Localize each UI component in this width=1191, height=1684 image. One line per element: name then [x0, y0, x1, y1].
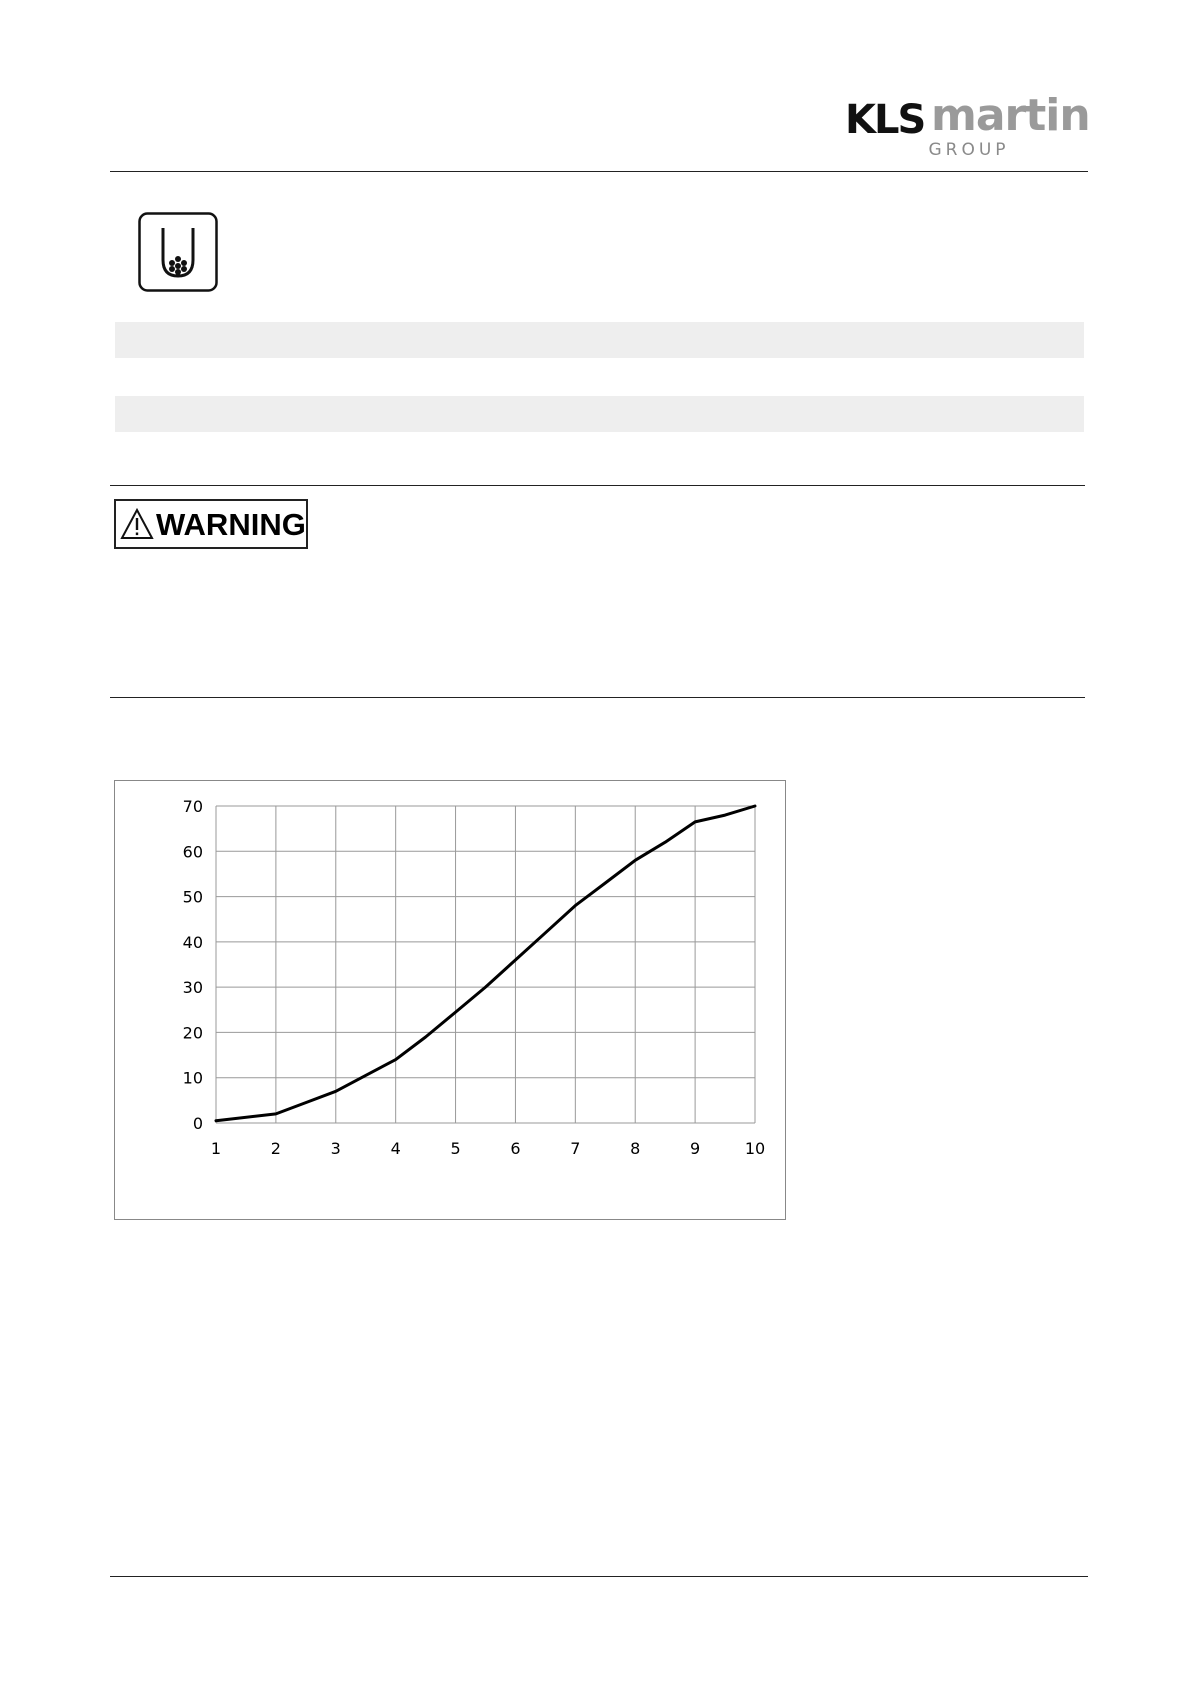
x-tick-label: 9 [690, 1139, 701, 1158]
sterilization-container-icon [138, 212, 218, 292]
chart-frame [114, 780, 786, 1220]
warning-text: WARNING [156, 506, 306, 542]
y-tick-label: 20 [182, 1023, 203, 1043]
section-divider-bottom [110, 697, 1085, 698]
y-tick-label: 60 [182, 842, 203, 862]
x-tick-label: 1 [210, 1139, 222, 1158]
warning-triangle-icon [120, 507, 154, 541]
y-tick-label: 10 [182, 1068, 203, 1088]
y-tick-label: 70 [182, 797, 203, 816]
kls-martin-logo [845, 90, 1090, 166]
logo-kls-text: KLS [845, 97, 925, 143]
y-tick-label: 0 [192, 1114, 203, 1133]
x-tick-label: 3 [330, 1139, 341, 1158]
table-row-shaded-1 [115, 322, 1084, 358]
header-divider [110, 171, 1088, 172]
y-tick-label: 50 [182, 887, 203, 907]
warning-label [114, 499, 308, 549]
section-divider-top [110, 485, 1085, 486]
x-tick-label: 5 [450, 1139, 461, 1158]
x-tick-label: 6 [510, 1139, 521, 1158]
x-tick-label: 7 [570, 1139, 581, 1158]
x-tick-label: 4 [390, 1139, 401, 1158]
x-tick-label: 10 [744, 1139, 766, 1158]
logo-group-text: GROUP [928, 140, 1010, 160]
logo-martin-text: martin [931, 90, 1090, 141]
x-tick-label: 2 [270, 1139, 281, 1158]
line-chart [115, 781, 787, 1221]
series-line-1 [216, 806, 755, 1121]
footer-divider [110, 1576, 1088, 1577]
y-tick-label: 40 [182, 932, 203, 952]
x-tick-label: 8 [630, 1139, 641, 1158]
y-tick-label: 30 [182, 978, 203, 998]
table-row-shaded-2 [115, 396, 1084, 432]
